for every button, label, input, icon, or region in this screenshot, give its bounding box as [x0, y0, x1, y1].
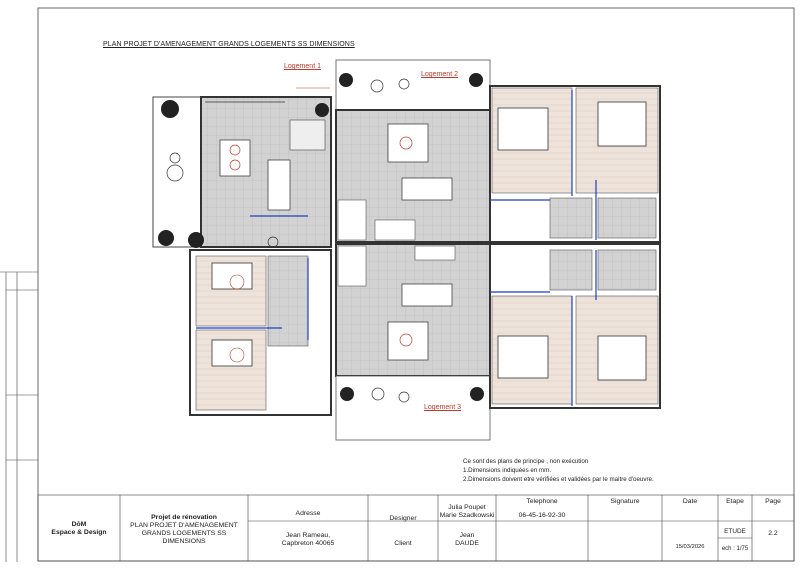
etape-value: ETUDE — [724, 528, 746, 535]
plan-title: PLAN PROJET D'AMENAGEMENT GRANDS LOGEMENTS SS DIMENSIONS — [103, 41, 355, 48]
project-desc-line: GRANDS LOGEMENTS SS — [141, 530, 227, 537]
client-label: Client — [394, 540, 412, 547]
page-value: 2.2 — [768, 530, 778, 537]
telephone-value: 06-45-16-92-30 — [518, 512, 566, 519]
project-heading: Projet de rénovation — [151, 514, 217, 521]
project-cell — [120, 514, 248, 546]
signature-header: Signature — [610, 498, 640, 505]
page-header: Page — [765, 498, 781, 505]
note-line: 2.Dimensions doivent etre vérifiées et validées par le maitre d'oeuvre. — [463, 476, 654, 483]
note-line: 1.Dimensions indiquées en mm. — [463, 467, 552, 474]
company-name: DōM Espace & Design — [51, 521, 107, 536]
unit-label-3: Logement 3 — [424, 404, 461, 411]
address-header: Adresse — [295, 510, 321, 517]
unit-label-2: Logement 2 — [421, 71, 458, 78]
project-desc-line: DIMENSIONS — [162, 538, 206, 545]
etape-header: Etape — [726, 498, 744, 505]
telephone-header: Telephone — [526, 498, 558, 505]
designer-names: Julia Poupet Marie Szadkowski — [439, 504, 495, 519]
note-line: Ce sont des plans de principe , non exécution — [463, 458, 589, 465]
scale-value: ech : 1/75 — [721, 546, 749, 552]
date-header: Date — [682, 498, 698, 505]
designer-label: Designer — [389, 515, 417, 522]
date-value: 15/03/2026 — [675, 544, 705, 550]
general-notes — [463, 457, 654, 484]
unit-label-1: Logement 1 — [284, 63, 321, 70]
project-desc-line: PLAN PROJET D'AMENAGEMENT — [130, 522, 238, 529]
client-name: Jean DAUDE — [455, 532, 479, 547]
address-value: Jean Rameau, Capbreton 40065 — [281, 532, 335, 547]
